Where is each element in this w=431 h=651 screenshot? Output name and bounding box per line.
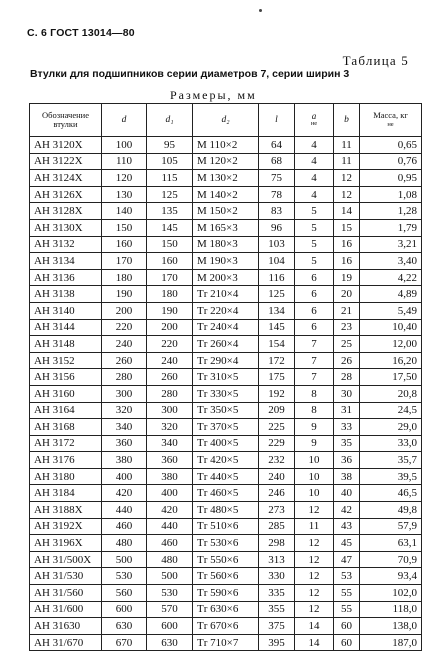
cell-b: 25 (334, 336, 360, 353)
cell-d: 420 (102, 485, 147, 502)
cell-d2: М 180×3 (193, 236, 259, 253)
cell-l: 298 (259, 535, 295, 552)
cell-d2: М 165×3 (193, 219, 259, 236)
cell-b: 35 (334, 435, 360, 452)
cell-designation: АН 3134 (30, 253, 102, 270)
cell-a: 7 (295, 336, 334, 353)
cell-mass: 33,0 (360, 435, 422, 452)
cell-d: 140 (102, 203, 147, 220)
cell-d: 600 (102, 601, 147, 618)
cell-a: 4 (295, 137, 334, 154)
cell-l: 145 (259, 319, 295, 336)
cell-d2: Тr 510×6 (193, 518, 259, 535)
table-row (30, 236, 422, 253)
cell-l: 375 (259, 618, 295, 635)
cell-a: 5 (295, 253, 334, 270)
cell-a: 12 (295, 568, 334, 585)
cell-a: 14 (295, 618, 334, 635)
cell-d1: 340 (147, 435, 193, 452)
cell-d: 380 (102, 452, 147, 469)
cell-designation: АН 3122Х (30, 153, 102, 170)
cell-d: 100 (102, 137, 147, 154)
cell-d2: М 150×2 (193, 203, 259, 220)
cell-b: 12 (334, 186, 360, 203)
cell-l: 335 (259, 585, 295, 602)
cell-l: 125 (259, 286, 295, 303)
cell-b: 55 (334, 585, 360, 602)
cell-d1: 500 (147, 568, 193, 585)
cell-l: 103 (259, 236, 295, 253)
table-row (30, 585, 422, 602)
cell-mass: 24,5 (360, 402, 422, 419)
cell-l: 116 (259, 269, 295, 286)
cell-d: 300 (102, 385, 147, 402)
cell-d: 260 (102, 352, 147, 369)
cell-mass: 16,20 (360, 352, 422, 369)
cell-designation: АН 3124Х (30, 170, 102, 187)
cell-a: 14 (295, 634, 334, 651)
cell-d: 560 (102, 585, 147, 602)
cell-b: 45 (334, 535, 360, 552)
cell-a: 12 (295, 535, 334, 552)
cell-mass: 12,00 (360, 336, 422, 353)
cell-mass: 0,65 (360, 137, 422, 154)
cell-d1: 160 (147, 253, 193, 270)
cell-l: 64 (259, 137, 295, 154)
cell-l: 355 (259, 601, 295, 618)
cell-d1: 400 (147, 485, 193, 502)
cell-designation: АН 3140 (30, 302, 102, 319)
cell-d: 400 (102, 468, 147, 485)
cell-d: 150 (102, 219, 147, 236)
cell-a: 8 (295, 385, 334, 402)
cell-d1: 240 (147, 352, 193, 369)
cell-d: 500 (102, 551, 147, 568)
col-header-a (295, 104, 334, 137)
cell-d1: 260 (147, 369, 193, 386)
cell-d: 240 (102, 336, 147, 353)
cell-d: 200 (102, 302, 147, 319)
cell-d2: Тr 710×7 (193, 634, 259, 651)
cell-b: 42 (334, 502, 360, 519)
cell-a: 12 (295, 601, 334, 618)
cell-l: 246 (259, 485, 295, 502)
cell-b: 38 (334, 468, 360, 485)
cell-d2: Тr 480×5 (193, 502, 259, 519)
col-header-d1: d₁ (147, 104, 193, 137)
cell-d1: 420 (147, 502, 193, 519)
table-row (30, 634, 422, 651)
cell-mass: 70,9 (360, 551, 422, 568)
table-row (30, 535, 422, 552)
cell-designation: АН 31/530 (30, 568, 102, 585)
cell-l: 225 (259, 419, 295, 436)
table-row (30, 319, 422, 336)
cell-l: 68 (259, 153, 295, 170)
cell-designation: АН 31/500Х (30, 551, 102, 568)
cell-d2: Тr 260×4 (193, 336, 259, 353)
cell-l: 134 (259, 302, 295, 319)
cell-b: 47 (334, 551, 360, 568)
cell-d: 630 (102, 618, 147, 635)
cell-mass: 0,76 (360, 153, 422, 170)
cell-d: 360 (102, 435, 147, 452)
cell-b: 26 (334, 352, 360, 369)
scan-speck (259, 9, 262, 12)
cell-l: 330 (259, 568, 295, 585)
col-header-mass-label: Масса, кг (373, 110, 408, 120)
cell-designation: АН 3184 (30, 485, 102, 502)
cell-d1: 220 (147, 336, 193, 353)
cell-b: 31 (334, 402, 360, 419)
cell-d2: Тr 460×5 (193, 485, 259, 502)
table-row (30, 153, 422, 170)
bushings-table (29, 103, 422, 651)
cell-mass: 4,22 (360, 269, 422, 286)
cell-b: 36 (334, 452, 360, 469)
cell-d1: 95 (147, 137, 193, 154)
cell-l: 395 (259, 634, 295, 651)
cell-d1: 150 (147, 236, 193, 253)
table-title: Втулки для подшипников серии диаметров 7, серии ширин 3 (30, 68, 350, 80)
cell-d2: Тr 330×5 (193, 385, 259, 402)
cell-a: 4 (295, 186, 334, 203)
cell-a: 10 (295, 452, 334, 469)
cell-designation: АН 3126Х (30, 186, 102, 203)
cell-a: 10 (295, 468, 334, 485)
table-row (30, 352, 422, 369)
cell-d: 170 (102, 253, 147, 270)
cell-l: 175 (259, 369, 295, 386)
cell-d1: 570 (147, 601, 193, 618)
col-header-a-qualifier: не (310, 120, 318, 127)
cell-d: 180 (102, 269, 147, 286)
cell-d1: 530 (147, 585, 193, 602)
cell-d2: Тr 590×6 (193, 585, 259, 602)
cell-designation: АН 3130Х (30, 219, 102, 236)
cell-designation: АН 3188Х (30, 502, 102, 519)
cell-d: 160 (102, 236, 147, 253)
cell-b: 11 (334, 137, 360, 154)
cell-mass: 10,40 (360, 319, 422, 336)
cell-d1: 200 (147, 319, 193, 336)
cell-b: 40 (334, 485, 360, 502)
cell-d1: 300 (147, 402, 193, 419)
cell-l: 209 (259, 402, 295, 419)
cell-mass: 4,89 (360, 286, 422, 303)
cell-d1: 630 (147, 634, 193, 651)
cell-l: 96 (259, 219, 295, 236)
cell-mass: 1,08 (360, 186, 422, 203)
cell-d: 670 (102, 634, 147, 651)
cell-a: 10 (295, 485, 334, 502)
cell-b: 21 (334, 302, 360, 319)
cell-d1: 145 (147, 219, 193, 236)
cell-d2: Тr 670×6 (193, 618, 259, 635)
cell-a: 9 (295, 419, 334, 436)
cell-l: 75 (259, 170, 295, 187)
cell-mass: 0,95 (360, 170, 422, 187)
cell-designation: АН 3160 (30, 385, 102, 402)
cell-b: 43 (334, 518, 360, 535)
cell-designation: АН 3192Х (30, 518, 102, 535)
cell-l: 78 (259, 186, 295, 203)
cell-mass: 35,7 (360, 452, 422, 469)
table-row (30, 137, 422, 154)
cell-l: 83 (259, 203, 295, 220)
table-row (30, 551, 422, 568)
cell-b: 53 (334, 568, 360, 585)
cell-mass: 49,8 (360, 502, 422, 519)
cell-a: 6 (295, 302, 334, 319)
table-row (30, 286, 422, 303)
table-row (30, 618, 422, 635)
cell-d1: 320 (147, 419, 193, 436)
col-header-d: d (102, 104, 147, 137)
cell-d2: Тr 220×4 (193, 302, 259, 319)
cell-b: 11 (334, 153, 360, 170)
cell-b: 14 (334, 203, 360, 220)
cell-d2: Тr 530×6 (193, 535, 259, 552)
cell-d: 480 (102, 535, 147, 552)
table-row (30, 435, 422, 452)
cell-d1: 125 (147, 186, 193, 203)
cell-mass: 102,0 (360, 585, 422, 602)
cell-mass: 3,21 (360, 236, 422, 253)
cell-designation: АН 3152 (30, 352, 102, 369)
cell-d2: М 120×2 (193, 153, 259, 170)
cell-b: 55 (334, 601, 360, 618)
cell-b: 15 (334, 219, 360, 236)
cell-designation: АН 3176 (30, 452, 102, 469)
table-row (30, 452, 422, 469)
cell-a: 12 (295, 585, 334, 602)
cell-b: 60 (334, 634, 360, 651)
table-body (30, 137, 422, 651)
cell-d2: Тr 350×5 (193, 402, 259, 419)
cell-d2: Тr 370×5 (193, 419, 259, 436)
cell-d2: М 140×2 (193, 186, 259, 203)
cell-mass: 63,1 (360, 535, 422, 552)
cell-d: 280 (102, 369, 147, 386)
table-row (30, 170, 422, 187)
table-row (30, 518, 422, 535)
cell-d: 110 (102, 153, 147, 170)
cell-a: 7 (295, 352, 334, 369)
cell-designation: АН 3164 (30, 402, 102, 419)
cell-d: 190 (102, 286, 147, 303)
cell-mass: 118,0 (360, 601, 422, 618)
cell-d2: Тr 420×5 (193, 452, 259, 469)
table-row (30, 502, 422, 519)
cell-a: 5 (295, 236, 334, 253)
cell-designation: АН 3172 (30, 435, 102, 452)
table-row (30, 402, 422, 419)
col-header-mass (360, 104, 422, 137)
cell-d2: Тr 290×4 (193, 352, 259, 369)
cell-d2: Тr 440×5 (193, 468, 259, 485)
cell-d2: М 200×3 (193, 269, 259, 286)
col-header-l: l (259, 104, 295, 137)
cell-mass: 3,40 (360, 253, 422, 270)
cell-b: 23 (334, 319, 360, 336)
cell-a: 8 (295, 402, 334, 419)
table-row (30, 369, 422, 386)
cell-d2: Тr 240×4 (193, 319, 259, 336)
table-header-row (30, 104, 422, 137)
cell-mass: 93,4 (360, 568, 422, 585)
cell-l: 172 (259, 352, 295, 369)
cell-designation: АН 3156 (30, 369, 102, 386)
cell-l: 229 (259, 435, 295, 452)
cell-d1: 380 (147, 468, 193, 485)
cell-a: 6 (295, 286, 334, 303)
cell-l: 273 (259, 502, 295, 519)
cell-mass: 57,9 (360, 518, 422, 535)
cell-d1: 170 (147, 269, 193, 286)
table-row (30, 485, 422, 502)
cell-designation: АН 3180 (30, 468, 102, 485)
cell-designation: АН 31/560 (30, 585, 102, 602)
page-header: С. 6 ГОСТ 13014—80 (27, 27, 135, 39)
cell-d1: 115 (147, 170, 193, 187)
col-header-designation: Обозначение втулки (30, 104, 102, 137)
cell-mass: 29,0 (360, 419, 422, 436)
cell-d2: Тr 210×4 (193, 286, 259, 303)
table-row (30, 568, 422, 585)
cell-d: 120 (102, 170, 147, 187)
cell-d: 530 (102, 568, 147, 585)
cell-mass: 39,5 (360, 468, 422, 485)
cell-l: 104 (259, 253, 295, 270)
cell-l: 313 (259, 551, 295, 568)
col-header-d2: d₂ (193, 104, 259, 137)
cell-d1: 600 (147, 618, 193, 635)
cell-a: 5 (295, 219, 334, 236)
cell-b: 12 (334, 170, 360, 187)
cell-l: 232 (259, 452, 295, 469)
table-row (30, 468, 422, 485)
cell-d: 220 (102, 319, 147, 336)
cell-d1: 440 (147, 518, 193, 535)
cell-d2: М 110×2 (193, 137, 259, 154)
cell-b: 19 (334, 269, 360, 286)
cell-a: 12 (295, 502, 334, 519)
cell-d1: 280 (147, 385, 193, 402)
table-row (30, 186, 422, 203)
cell-mass: 46,5 (360, 485, 422, 502)
cell-d2: Тr 400×5 (193, 435, 259, 452)
cell-b: 16 (334, 236, 360, 253)
cell-d2: Тr 550×6 (193, 551, 259, 568)
cell-l: 192 (259, 385, 295, 402)
cell-l: 285 (259, 518, 295, 535)
table-row (30, 419, 422, 436)
cell-d1: 105 (147, 153, 193, 170)
cell-a: 4 (295, 170, 334, 187)
cell-b: 16 (334, 253, 360, 270)
cell-d: 130 (102, 186, 147, 203)
cell-a: 9 (295, 435, 334, 452)
col-header-b: b (334, 104, 360, 137)
cell-designation: АН 3138 (30, 286, 102, 303)
cell-designation: АН 3132 (30, 236, 102, 253)
cell-designation: АН 31630 (30, 618, 102, 635)
cell-designation: АН 3128Х (30, 203, 102, 220)
cell-b: 60 (334, 618, 360, 635)
cell-d: 340 (102, 419, 147, 436)
cell-l: 154 (259, 336, 295, 353)
cell-designation: АН 3196Х (30, 535, 102, 552)
cell-mass: 20,8 (360, 385, 422, 402)
cell-mass: 1,28 (360, 203, 422, 220)
cell-a: 5 (295, 203, 334, 220)
table-row (30, 219, 422, 236)
cell-mass: 138,0 (360, 618, 422, 635)
cell-a: 7 (295, 369, 334, 386)
cell-d1: 135 (147, 203, 193, 220)
table-row (30, 269, 422, 286)
cell-d2: М 130×2 (193, 170, 259, 187)
cell-b: 30 (334, 385, 360, 402)
cell-l: 240 (259, 468, 295, 485)
cell-b: 28 (334, 369, 360, 386)
col-header-mass-qualifier: не (387, 121, 394, 128)
table-number: Таблица 5 (342, 53, 409, 68)
cell-a: 6 (295, 269, 334, 286)
cell-d2: Тr 630×6 (193, 601, 259, 618)
cell-a: 11 (295, 518, 334, 535)
cell-d: 440 (102, 502, 147, 519)
cell-d2: Тr 560×6 (193, 568, 259, 585)
cell-d1: 190 (147, 302, 193, 319)
cell-designation: АН 31/670 (30, 634, 102, 651)
cell-designation: АН 3144 (30, 319, 102, 336)
cell-d2: Тr 310×5 (193, 369, 259, 386)
table-row (30, 203, 422, 220)
units-label: Размеры, мм (170, 88, 257, 102)
table-row (30, 302, 422, 319)
cell-b: 33 (334, 419, 360, 436)
cell-a: 4 (295, 153, 334, 170)
cell-designation: АН 3168 (30, 419, 102, 436)
cell-designation: АН 31/600 (30, 601, 102, 618)
table-row (30, 336, 422, 353)
cell-d1: 460 (147, 535, 193, 552)
cell-designation: АН 3136 (30, 269, 102, 286)
cell-designation: АН 3148 (30, 336, 102, 353)
table-row (30, 253, 422, 270)
cell-a: 6 (295, 319, 334, 336)
cell-mass: 5,49 (360, 302, 422, 319)
cell-d: 320 (102, 402, 147, 419)
cell-d2: М 190×3 (193, 253, 259, 270)
cell-d1: 180 (147, 286, 193, 303)
table-row (30, 385, 422, 402)
cell-b: 20 (334, 286, 360, 303)
table-row (30, 601, 422, 618)
cell-mass: 187,0 (360, 634, 422, 651)
cell-mass: 1,79 (360, 219, 422, 236)
cell-a: 12 (295, 551, 334, 568)
col-header-a-symbol: a (311, 111, 317, 121)
cell-mass: 17,50 (360, 369, 422, 386)
cell-d1: 360 (147, 452, 193, 469)
cell-designation: АН 3120Х (30, 137, 102, 154)
cell-d1: 480 (147, 551, 193, 568)
cell-d: 460 (102, 518, 147, 535)
